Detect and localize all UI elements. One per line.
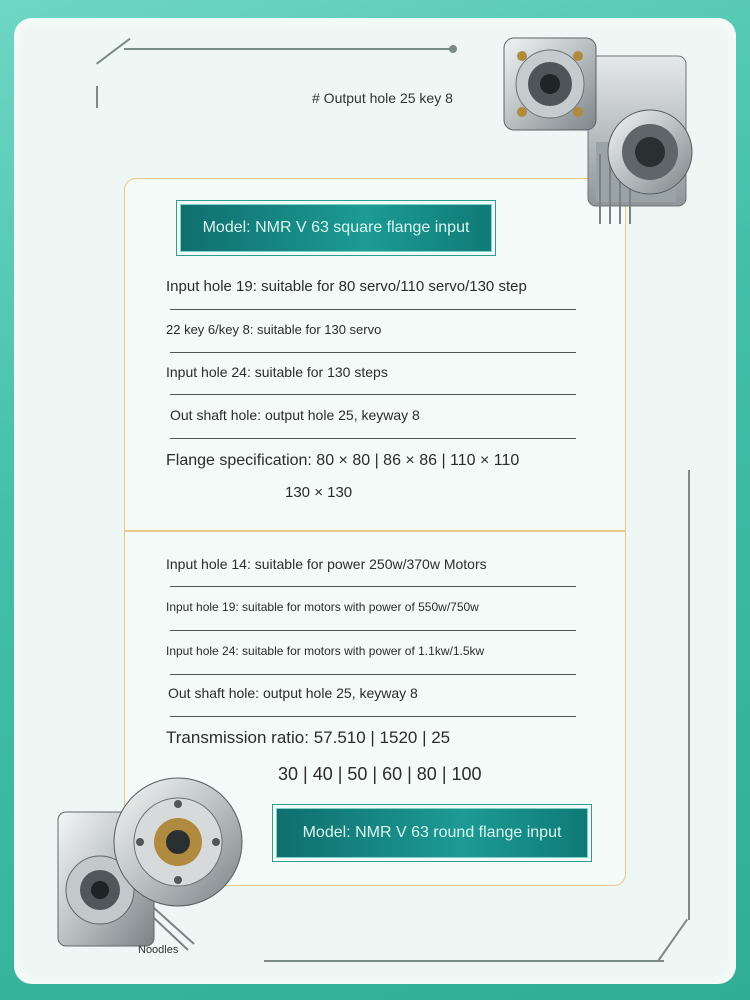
rule — [170, 586, 576, 587]
model-label-round-flange: Model: NMR V 63 round flange input — [276, 808, 588, 858]
rule — [170, 674, 576, 675]
flange-spec-line-1: Flange specification: 80 × 80 | 86 × 86 | 110 × 110 — [166, 452, 520, 469]
rule — [170, 394, 576, 395]
deco-line-top — [124, 48, 450, 50]
spec-line-1-3: Input hole 24: suitable for 130 steps — [166, 364, 388, 380]
spec-line-2-4: Out shaft hole: output hole 25, keyway 8 — [168, 685, 418, 701]
top-note: # Output hole 25 key 8 — [312, 90, 453, 106]
deco-dot — [449, 45, 457, 53]
model-label-square-flange: Model: NMR V 63 square flange input — [180, 204, 492, 252]
rule — [170, 438, 576, 439]
deco-line-left — [96, 86, 98, 108]
flange-spec-line-2: 130 × 130 — [285, 484, 353, 501]
spec-line-1-2: 22 key 6/key 8: suitable for 130 servo — [166, 322, 382, 337]
ratio-line-2: 30 | 40 | 50 | 60 | 80 | 100 — [278, 764, 482, 784]
rule — [170, 716, 576, 717]
spec-line-2-2: Input hole 19: suitable for motors with power of 550w/750w — [166, 600, 479, 614]
card-divider — [124, 530, 626, 532]
gearbox-round-flange-image — [54, 768, 244, 958]
spec-line-2-1: Input hole 14: suitable for power 250w/370w Motors — [166, 556, 487, 572]
rule — [170, 352, 576, 353]
spec-line-1-1: Input hole 19: suitable for 80 servo/110 servo/130 step — [166, 278, 527, 295]
ratio-line-1: Transmission ratio: 57.510 | 1520 | 25 — [166, 728, 451, 747]
watermark-text: Noodles — [138, 944, 179, 956]
rule — [170, 630, 576, 631]
spec-line-1-4: Out shaft hole: output hole 25, keyway 8 — [170, 407, 420, 423]
rule — [170, 309, 576, 310]
deco-line-bottom — [264, 960, 664, 962]
spec-line-2-3: Input hole 24: suitable for motors with power of 1.1kw/1.5kw — [166, 644, 485, 658]
gearbox-square-flange-image — [500, 34, 700, 230]
deco-line-right — [688, 470, 690, 920]
